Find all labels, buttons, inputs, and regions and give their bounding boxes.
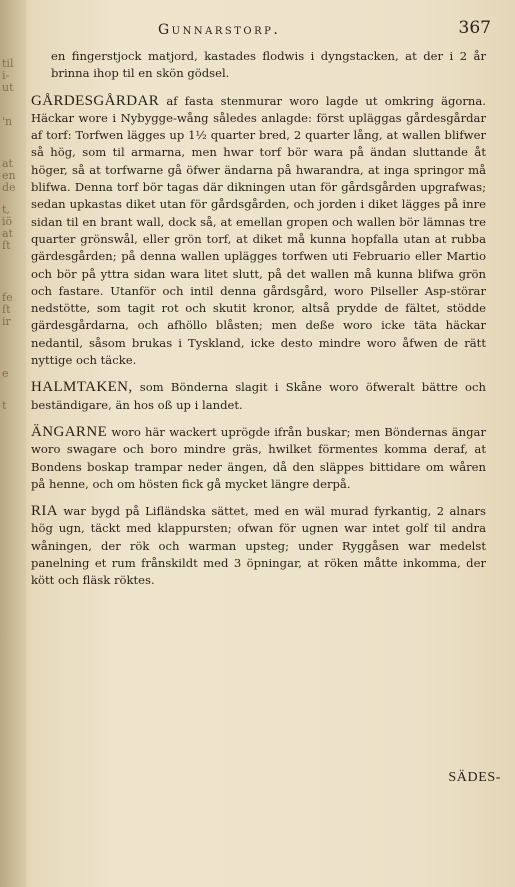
- margin-fragment: e: [2, 367, 9, 380]
- margin-fragment: 'n: [2, 115, 13, 128]
- running-title: Gunnarstorp.: [158, 22, 281, 38]
- paragraph-text: som Bönderna slagit i Skåne woro öfweralt bättre och beständigare, än hos oß up i landet.: [31, 380, 486, 412]
- margin-fragment: en: [2, 169, 16, 182]
- paragraph: [31, 379, 486, 414]
- margin-fragment: iö: [2, 215, 13, 228]
- paragraph-text: woro här wackert uprögde ifrån buskar; men Böndernas ängar woro swagare och boro mindre gräs, hwilket förmentes komma deraf, at Bondens boskap trampar neder ängen, då den släppes bittidare om wåren på henne, och om hösten fick gå mycket längre derpå.: [31, 424, 486, 491]
- paragraph: [31, 93, 486, 370]
- paragraph-lead: HALMTAKEN,: [31, 379, 133, 396]
- paragraph-text: war bygd på Lifländska sättet, med en wäl murad fyrkantig, 2 alnars hög ugn, täckt med klappursten; ofwan för ugnen war intet golf til andra wåningen, der rök och warman upsteg; under Ryggåsen war medelst panelning et rum frånskildt med 3 öpningar, at röken måtte inkomma, der kött och fläsk röktes.: [31, 504, 486, 588]
- margin-fragment: at: [2, 227, 13, 240]
- margin-fragment: ſt: [2, 303, 11, 316]
- paragraph-text: en fingerstjock matjord, kastades flodwis i dyngstacken, at der i 2 år brinna ihop til en skön gödsel.: [51, 49, 486, 81]
- paragraph: [31, 48, 486, 83]
- margin-fragment: t: [2, 399, 7, 412]
- margin-fragment: de: [2, 181, 16, 194]
- margin-fragment: i-: [2, 69, 10, 82]
- margin-fragment: ut: [2, 81, 14, 94]
- page-header: [40, 18, 495, 42]
- margin-fragment: til: [2, 57, 14, 70]
- paragraph-lead: GÅRDESGÅRDAR: [31, 92, 160, 109]
- paragraph-lead: RIA: [31, 503, 59, 520]
- paragraph: [31, 503, 486, 589]
- margin-fragment: t,: [2, 203, 10, 216]
- margin-fragment: ir: [2, 315, 11, 328]
- paragraph: [31, 424, 486, 493]
- body-text: [31, 48, 486, 600]
- page-number: 367: [458, 18, 491, 38]
- paragraph-lead: ÄNGARNE: [31, 423, 108, 440]
- margin-fragment: ſt: [2, 239, 11, 252]
- margin-fragment: at: [2, 157, 13, 170]
- paragraph-text: af fasta stenmurar woro lagde ut omkring ägorna. Häckar wore i Nybygge-wång således anlagde: först upläggas gårdesgårdar af torf: Torfwen lägges up 1½ quarter bred, 2 quarter lång, at wallen blifwer så hög, som til armarna, men hwar torf bör wara på ändan sluttande åt höger, så at torfwarne gå öfwer ändarna på hwarandra, at inga springor må blifwa. Denna torf bör tagas där dikningen utan för gårdsgården upgrafwas; sedan upkastas diket utan för gårdsgården, och jorden i diket lägges på inre sidan til en brant wall, dock så, at emellan gropen och wallen bör lämnas tre quarter grönswål, eller grön torf, at diket må kunna hopfalla utan at rubba gärdesgården; på denna wallen uplägges torfwen uti Februario eller Martio och bör på yttra sidan wara litet slutt, på det wallen må kunna blifwa grön och fastare. Utanför och intil denna gårdsgård, woro Pilseller Asp-störar nedstötte, som tagit rot och skutit kronor, altså prydde de fältet, stödde gärdesgårdarna, och afhöllo blåsten; men deße woro icke täta häckar nedantil, såsom brukas i Tyskland, icke desto mindre woro åfwen de rätt nyttige och täcke.: [31, 93, 486, 368]
- catchword: SÄDES-: [448, 770, 501, 785]
- margin-fragment: fe: [2, 291, 13, 304]
- margin-fragments: [2, 58, 22, 412]
